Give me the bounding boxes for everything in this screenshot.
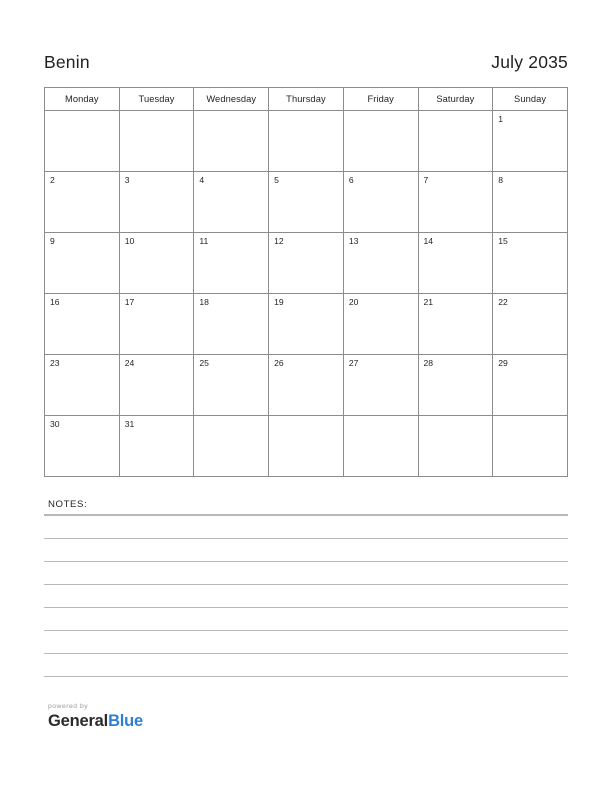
calendar-day-cell[interactable]	[119, 416, 194, 477]
day-number: 1	[498, 114, 503, 124]
notes-line[interactable]	[44, 608, 568, 631]
calendar-day-cell[interactable]	[45, 111, 120, 172]
calendar-day-cell[interactable]	[418, 416, 493, 477]
calendar-day-cell[interactable]	[119, 233, 194, 294]
calendar-day-cell[interactable]	[493, 172, 568, 233]
calendar-day-cell[interactable]	[45, 416, 120, 477]
powered-by-label: powered by	[48, 703, 89, 710]
notes-line[interactable]	[44, 654, 568, 677]
weekday-header-tuesday: Tuesday	[119, 88, 194, 111]
calendar-day-cell[interactable]	[45, 172, 120, 233]
day-number: 15	[498, 236, 508, 246]
calendar-day-cell[interactable]	[269, 355, 344, 416]
day-number: 10	[124, 236, 135, 246]
day-number: 26	[274, 358, 284, 368]
day-number: 6	[348, 175, 354, 185]
calendar-week-row	[45, 355, 568, 416]
calendar-day-cell[interactable]	[343, 294, 418, 355]
calendar-day-cell[interactable]	[45, 294, 120, 355]
page-footer	[44, 703, 568, 731]
day-number: 8	[498, 175, 503, 185]
calendar-day-cell[interactable]	[343, 416, 418, 477]
calendar-day-cell[interactable]	[45, 355, 120, 416]
day-number: 20	[348, 297, 359, 307]
generalblue-logo[interactable]	[48, 712, 568, 731]
calendar-day-cell[interactable]	[343, 233, 418, 294]
weekday-header-wednesday: Wednesday	[194, 88, 269, 111]
calendar-day-cell[interactable]	[194, 111, 269, 172]
day-number: 17	[124, 297, 135, 307]
page-header	[44, 0, 568, 87]
calendar-day-cell[interactable]	[119, 111, 194, 172]
day-number: 3	[124, 175, 130, 185]
logo-text-blue: Blue	[108, 712, 144, 730]
day-number: 19	[274, 297, 284, 307]
day-number: 18	[199, 297, 209, 307]
logo-text-general: General	[48, 712, 109, 730]
calendar-day-cell[interactable]	[418, 294, 493, 355]
calendar-day-cell[interactable]	[194, 294, 269, 355]
calendar-day-cell[interactable]	[119, 172, 194, 233]
month-year-title: July 2035	[491, 52, 568, 72]
day-number: 2	[50, 175, 55, 185]
day-number: 25	[199, 358, 209, 368]
calendar-day-cell[interactable]	[194, 233, 269, 294]
day-number: 27	[348, 358, 359, 368]
day-number: 22	[498, 297, 508, 307]
day-number: 28	[423, 358, 434, 368]
calendar-day-cell[interactable]	[343, 111, 418, 172]
weekday-header-thursday: Thursday	[269, 88, 344, 111]
calendar-day-cell[interactable]	[194, 416, 269, 477]
day-number: 9	[50, 236, 55, 246]
calendar-week-row	[45, 111, 568, 172]
day-number: 12	[274, 236, 284, 246]
notes-label: NOTES:	[48, 499, 88, 510]
day-number: 7	[423, 175, 429, 185]
day-number: 14	[423, 236, 434, 246]
day-number: 30	[50, 419, 60, 429]
calendar-week-row	[45, 416, 568, 477]
calendar-day-cell[interactable]	[343, 172, 418, 233]
day-number: 21	[423, 297, 434, 307]
notes-line[interactable]	[44, 585, 568, 608]
calendar-day-cell[interactable]	[45, 233, 120, 294]
notes-line[interactable]	[44, 516, 568, 539]
calendar-day-cell[interactable]	[194, 172, 269, 233]
day-number: 11	[199, 236, 209, 246]
day-number: 4	[199, 175, 205, 185]
notes-line[interactable]	[44, 539, 568, 562]
day-number: 23	[50, 358, 60, 368]
calendar-grid	[44, 87, 568, 477]
calendar-week-row	[45, 233, 568, 294]
day-number: 24	[124, 358, 135, 368]
day-number: 16	[50, 297, 60, 307]
calendar-day-cell[interactable]	[493, 111, 568, 172]
weekday-header-friday: Friday	[343, 88, 418, 111]
day-number: 13	[348, 236, 359, 246]
notes-section	[44, 499, 568, 677]
calendar-day-cell[interactable]	[493, 416, 568, 477]
country-title: Benin	[44, 52, 90, 72]
calendar-day-cell[interactable]	[269, 172, 344, 233]
calendar-day-cell[interactable]	[119, 355, 194, 416]
calendar-day-cell[interactable]	[493, 355, 568, 416]
weekday-header-monday: Monday	[45, 88, 120, 111]
notes-line[interactable]	[44, 562, 568, 585]
calendar-day-cell[interactable]	[269, 416, 344, 477]
calendar-day-cell[interactable]	[418, 355, 493, 416]
calendar-day-cell[interactable]	[119, 294, 194, 355]
notes-line[interactable]	[44, 631, 568, 654]
calendar-day-cell[interactable]	[418, 111, 493, 172]
calendar-day-cell[interactable]	[418, 172, 493, 233]
calendar-day-cell[interactable]	[493, 294, 568, 355]
calendar-day-cell[interactable]	[194, 355, 269, 416]
calendar-week-row	[45, 294, 568, 355]
weekday-header-row	[45, 88, 568, 111]
calendar-day-cell[interactable]	[269, 233, 344, 294]
day-number: 31	[124, 419, 135, 429]
day-number: 29	[498, 358, 508, 368]
weekday-header-saturday: Saturday	[418, 88, 493, 111]
calendar-day-cell[interactable]	[269, 294, 344, 355]
weekday-header-sunday: Sunday	[493, 88, 568, 111]
page-content	[44, 0, 568, 731]
day-number: 5	[274, 175, 279, 185]
calendar-day-cell[interactable]	[418, 233, 493, 294]
calendar-week-row	[45, 172, 568, 233]
calendar-day-cell[interactable]	[343, 355, 418, 416]
calendar-day-cell[interactable]	[493, 233, 568, 294]
calendar-day-cell[interactable]	[269, 111, 344, 172]
